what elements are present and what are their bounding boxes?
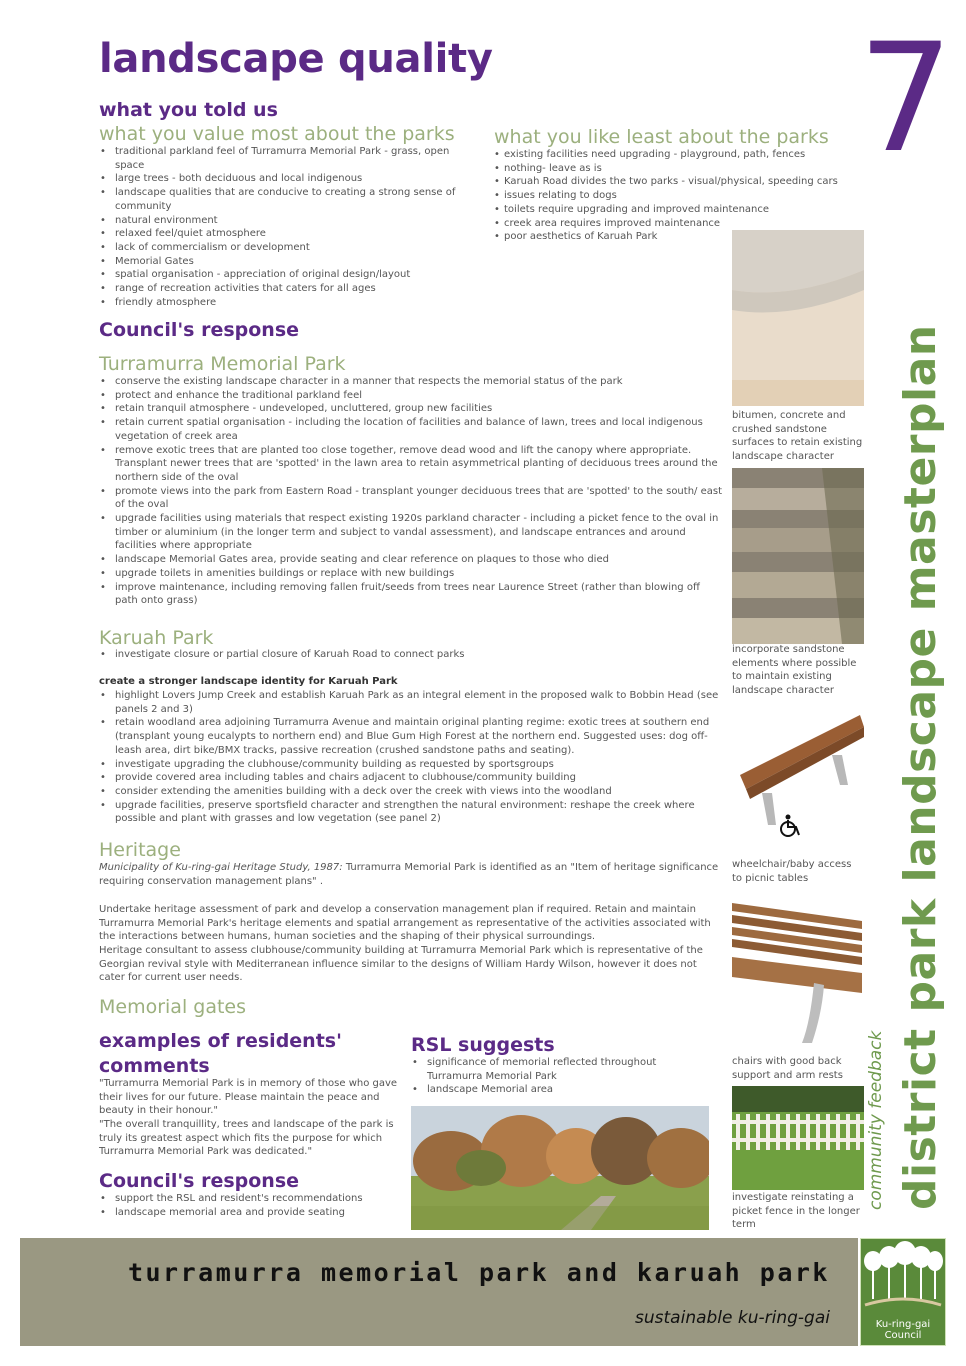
- examples-heading-line-2: comments: [99, 1055, 210, 1077]
- bench-photo: [732, 893, 864, 1053]
- picket-fence-photo: [732, 1086, 864, 1190]
- sandstone-caption: incorporate sandstone elements where possible to maintain existing landscape character: [732, 644, 857, 697]
- karuah-subheading: create a stronger landscape identity for Karuah Park: [99, 676, 398, 687]
- list-item: • landscape memorial area and provide seating: [99, 1206, 399, 1220]
- tree-logo-icon: [861, 1239, 945, 1313]
- heritage-source-italic: Municipality of Ku-ring-gai Heritage Study, 1987:: [99, 862, 343, 873]
- wheelchair-caption: wheelchair/baby access to picnic tables: [732, 859, 852, 884]
- rsl-heading: RSL suggests: [411, 1034, 555, 1056]
- karuah-heading: Karuah Park: [99, 627, 214, 649]
- list-item: • creek area requires improved maintenance: [494, 217, 854, 231]
- karuah-intro-list: [99, 648, 719, 662]
- picnic-table-photo: [732, 705, 864, 855]
- list-item: • improve maintenance, including removing fallen fruit/seeds from trees near Laurence Street (rather than blowing off path onto grass): [99, 581, 723, 608]
- list-item: • landscape Memorial area: [411, 1083, 681, 1097]
- resident-quote-2: "The overall tranquillity, trees and landscape of the park is truly its greatest aspect which fits the purpose for which Turramurra Memorial Park was dedicated.": [99, 1119, 394, 1158]
- list-item: • promote views into the park from Eastern Road - transplant younger deciduous trees that are 'spotted' to the south/ east of the oval: [99, 485, 723, 512]
- surfaces-caption: bitumen, concrete and crushed sandstone surfaces to retain existing landscape character: [732, 410, 863, 463]
- memorial-response-list: [99, 1192, 399, 1219]
- heritage-heading: Heritage: [99, 839, 181, 861]
- logo-text: [861, 1319, 945, 1341]
- list-item: • friendly atmosphere: [99, 296, 469, 310]
- value-most-list: [99, 145, 469, 309]
- list-item: • landscape qualities that are conducive to creating a strong sense of community: [99, 186, 469, 213]
- list-item: • upgrade toilets in amenities buildings or replace with new buildings: [99, 567, 723, 581]
- footer-band: [20, 1238, 858, 1346]
- list-item: • consider extending the amenities building with a deck over the creek with views into the woodland: [99, 785, 719, 799]
- list-item: • poor aesthetics of Karuah Park: [494, 230, 854, 244]
- heritage-source: [99, 861, 723, 888]
- list-item: • retain current spatial organisation - including the location of facilities and balance of lawn, trees and local indigenous vegetation of creek area: [99, 416, 723, 443]
- list-item: • remove exotic trees that are planted too close together, remove dead wood and lift the canopy where appropriate. Transplant newer trees that are 'spotted' in the lawn area to retain asymmetrical planting of deciduous trees around the northern side of the oval: [99, 444, 723, 485]
- park-photo: [411, 1106, 709, 1230]
- examples-heading-line-1: examples of residents': [99, 1030, 342, 1052]
- council-logo: [860, 1238, 946, 1346]
- list-item: • toilets require upgrading and improved maintenance: [494, 203, 854, 217]
- turramurra-heading: Turramurra Memorial Park: [99, 353, 346, 375]
- list-item: • Karuah Road divides the two parks - visual/physical, speeding cars: [494, 175, 854, 189]
- list-item: • protect and enhance the traditional parkland feel: [99, 389, 723, 403]
- chairs-caption: chairs with good back support and arm rests: [732, 1056, 843, 1081]
- vertical-subtitle: community feedback: [866, 1030, 886, 1210]
- footer-slogan: sustainable ku-ring-gai: [635, 1308, 830, 1328]
- surfaces-photo: [732, 230, 864, 406]
- fence-caption: investigate reinstating a picket fence in the longer term: [732, 1192, 860, 1231]
- list-item: • existing facilities need upgrading - playground, path, fences: [494, 148, 854, 162]
- list-item: • significance of memorial reflected throughout Turramurra Memorial Park: [411, 1056, 681, 1083]
- logo-line-1: Ku-ring-gai: [875, 1319, 931, 1330]
- panel-number: 7: [858, 12, 954, 186]
- list-item: • provide covered area including tables and chairs adjacent to clubhouse/community building: [99, 771, 719, 785]
- list-item: • nothing- leave as is: [494, 162, 854, 176]
- list-item: • spatial organisation - appreciation of original design/layout: [99, 268, 469, 282]
- list-item: • investigate closure or partial closure of Karuah Road to connect parks: [99, 648, 719, 662]
- memorial-response-heading: Council's response: [99, 1170, 300, 1192]
- karuah-list: [99, 689, 719, 826]
- list-item: • upgrade facilities, preserve sportsfield character and strengthen the natural environment: reshape the creek where possible and plant with grasses and low vegetation (see panel 2): [99, 799, 719, 826]
- list-item: • traditional parkland feel of Turramurra Memorial Park - grass, open space: [99, 145, 469, 172]
- value-most-heading: what you value most about the parks: [99, 123, 455, 145]
- list-item: • retain tranquil atmosphere - undeveloped, uncluttered, group new facilities: [99, 402, 723, 416]
- heritage-paragraph-2: Undertake heritage assessment of park and develop a conservation management plan if required. Retain and maintain Turramurra Memorial Park's heritage elements and spatial arrangement as representative of the activities associated with the interactions between humans, human societies and the shaping of their physical surroundings.: [99, 904, 711, 943]
- councils-response-heading: Council's response: [99, 319, 300, 341]
- list-item: • lack of commercialism or development: [99, 241, 469, 255]
- list-item: • highlight Lovers Jump Creek and establish Karuah Park as an integral element in the proposed walk to Bobbin Head (see panels 2 and 3): [99, 689, 719, 716]
- list-item: • landscape Memorial Gates area, provide seating and clear reference on plaques to those who died: [99, 553, 723, 567]
- heritage-paragraph-3: Heritage consultant to assess clubhouse/community building at Turramurra Memorial Park which is representative of the Georgian revival style with Mediterranean influence similar to the designs of William Hardy Wilson, however it does not cater for current user needs.: [99, 945, 703, 984]
- list-item: • conserve the existing landscape character in a manner that respects the memorial status of the park: [99, 375, 723, 389]
- list-item: • support the RSL and resident's recommendations: [99, 1192, 399, 1206]
- vertical-title: district park landscape masterplan: [895, 324, 946, 1210]
- rsl-list: [411, 1056, 681, 1097]
- list-item: • large trees - both deciduous and local indigenous: [99, 172, 469, 186]
- like-least-heading: what you like least about the parks: [494, 126, 829, 148]
- logo-line-2: Council: [884, 1330, 922, 1341]
- sandstone-photo: [732, 468, 864, 644]
- what-you-told-us-heading: what you told us: [99, 99, 278, 121]
- page-title: landscape quality: [99, 36, 493, 82]
- memorial-gates-heading: Memorial gates: [99, 996, 247, 1018]
- list-item: • investigate upgrading the clubhouse/community building as requested by sportsgroups: [99, 758, 719, 772]
- heritage-source-text: Turramurra Memorial Park is identified as an "Item of heritage significance requiring conservation management plans" .: [99, 862, 719, 887]
- list-item: • issues relating to dogs: [494, 189, 854, 203]
- list-item: • relaxed feel/quiet atmosphere: [99, 227, 469, 241]
- list-item: • natural environment: [99, 214, 469, 228]
- list-item: • Memorial Gates: [99, 255, 469, 269]
- turramurra-list: [99, 375, 723, 608]
- resident-quote-1: "Turramurra Memorial Park is in memory of those who gave their lives for our future. Please maintain the peace and beauty in their honour.": [99, 1078, 398, 1117]
- footer-title: turramurra memorial park and karuah park: [127, 1258, 830, 1287]
- list-item: • upgrade facilities using materials that respect existing 1920s parkland character - including a picket fence to the oval in timber or aluminium (in the longer term and subject to vandal assessment), and landscape entrances and around facilities where appropriate: [99, 512, 723, 553]
- list-item: • range of recreation activities that caters for all ages: [99, 282, 469, 296]
- list-item: • retain woodland area adjoining Turramurra Avenue and maintain original planting regime: exotic trees at southern end (transplant young eucalypts to northern end) and Blue Gum High Forest at the northern end. Suggested uses: dog off-leash area, dirt bike/BMX tracks, passive recreation (crushed sandstone paths and seating).: [99, 716, 719, 757]
